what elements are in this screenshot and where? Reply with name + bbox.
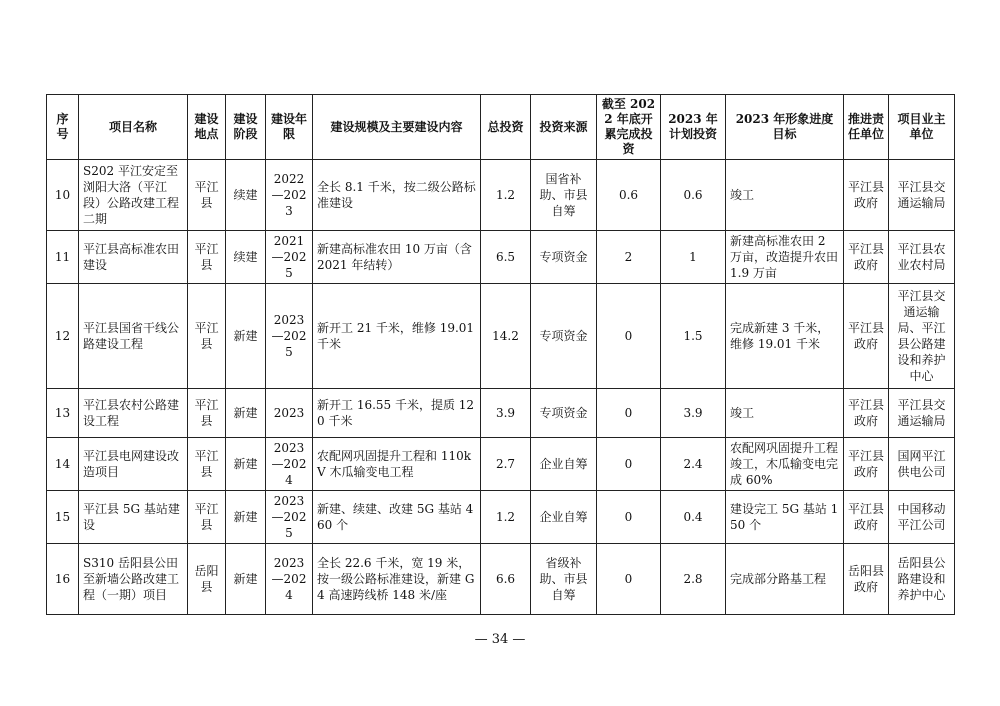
cell-resp: 平江县政府 [844, 231, 889, 284]
cell-plan2023: 0.6 [661, 160, 726, 231]
cell-total: 2.7 [481, 438, 531, 491]
cell-location: 岳阳县 [188, 544, 226, 615]
cell-total: 1.2 [481, 491, 531, 544]
cell-scope: 农配网巩固提升工程和 110kV 木瓜输变电工程 [313, 438, 481, 491]
cell-cum2022: 2 [597, 231, 661, 284]
cell-resp: 平江县政府 [844, 160, 889, 231]
cell-scope: 新建、续建、改建 5G 基站 460 个 [313, 491, 481, 544]
cell-scope: 新开工 21 千米，维修 19.01 千米 [313, 284, 481, 389]
cell-plan2023: 2.8 [661, 544, 726, 615]
cell-source: 企业自筹 [531, 491, 597, 544]
table-row [47, 491, 955, 544]
cell-period: 2023—2024 [266, 438, 313, 491]
cell-stage: 新建 [226, 544, 266, 615]
cell-scope: 全长 8.1 千米，按二级公路标准建设 [313, 160, 481, 231]
header-total: 总投资 [481, 95, 531, 160]
cell-goal2023: 竣工 [726, 389, 844, 438]
cell-stage: 新建 [226, 284, 266, 389]
header-owner: 项目业主单位 [889, 95, 955, 160]
cell-no: 16 [47, 544, 79, 615]
header-plan2023: 2023 年计划投资 [661, 95, 726, 160]
cell-goal2023: 农配网巩固提升工程竣工，木瓜输变电完成 60% [726, 438, 844, 491]
cell-cum2022: 0 [597, 544, 661, 615]
cell-cum2022: 0 [597, 438, 661, 491]
cell-owner: 平江县交通运输局 [889, 160, 955, 231]
cell-resp: 平江县政府 [844, 284, 889, 389]
cell-resp: 岳阳县政府 [844, 544, 889, 615]
table-header-row [47, 95, 955, 160]
cell-source: 专项资金 [531, 284, 597, 389]
cell-owner: 中国移动平江公司 [889, 491, 955, 544]
project-table [46, 94, 955, 615]
cell-cum2022: 0.6 [597, 160, 661, 231]
cell-total: 6.5 [481, 231, 531, 284]
table-row [47, 231, 955, 284]
cell-owner: 国网平江供电公司 [889, 438, 955, 491]
cell-plan2023: 1.5 [661, 284, 726, 389]
cell-cum2022: 0 [597, 389, 661, 438]
cell-plan2023: 1 [661, 231, 726, 284]
table-row [47, 544, 955, 615]
header-cum2022: 截至 2022 年底开累完成投资 [597, 95, 661, 160]
cell-period: 2023—2025 [266, 491, 313, 544]
cell-period: 2022—2023 [266, 160, 313, 231]
cell-total: 3.9 [481, 389, 531, 438]
cell-name: 平江县电网建设改造项目 [79, 438, 188, 491]
cell-stage: 续建 [226, 231, 266, 284]
cell-period: 2023 [266, 389, 313, 438]
cell-name: 平江县高标准农田建设 [79, 231, 188, 284]
header-period: 建设年限 [266, 95, 313, 160]
cell-no: 11 [47, 231, 79, 284]
cell-source: 专项资金 [531, 389, 597, 438]
cell-owner: 岳阳县公路建设和养护中心 [889, 544, 955, 615]
cell-goal2023: 建设完工 5G 基站 150 个 [726, 491, 844, 544]
cell-location: 平江县 [188, 389, 226, 438]
table-row [47, 284, 955, 389]
cell-plan2023: 0.4 [661, 491, 726, 544]
cell-source: 国省补助、市县自筹 [531, 160, 597, 231]
cell-location: 平江县 [188, 284, 226, 389]
cell-total: 1.2 [481, 160, 531, 231]
cell-goal2023: 完成部分路基工程 [726, 544, 844, 615]
cell-plan2023: 3.9 [661, 389, 726, 438]
cell-owner: 平江县交通运输局、平江县公路建设和养护中心 [889, 284, 955, 389]
table-row [47, 438, 955, 491]
cell-period: 2023—2025 [266, 284, 313, 389]
cell-no: 13 [47, 389, 79, 438]
cell-location: 平江县 [188, 491, 226, 544]
cell-stage: 新建 [226, 491, 266, 544]
cell-cum2022: 0 [597, 491, 661, 544]
cell-name: S202 平江安定至浏阳大洛（平江段）公路改建工程二期 [79, 160, 188, 231]
header-goal2023: 2023 年形象进度目标 [726, 95, 844, 160]
cell-period: 2023—2024 [266, 544, 313, 615]
table-row [47, 389, 955, 438]
table-row [47, 160, 955, 231]
cell-name: S310 岳阳县公田至新墙公路改建工程（一期）项目 [79, 544, 188, 615]
cell-name: 平江县国省干线公路建设工程 [79, 284, 188, 389]
cell-stage: 新建 [226, 438, 266, 491]
cell-no: 15 [47, 491, 79, 544]
cell-owner: 平江县农业农村局 [889, 231, 955, 284]
cell-goal2023: 新建高标准农田 2 万亩，改造提升农田 1.9 万亩 [726, 231, 844, 284]
cell-scope: 新开工 16.55 千米，提质 120 千米 [313, 389, 481, 438]
cell-scope: 全长 22.6 千米，宽 19 米，按一级公路标准建设，新建 G4 高速跨线桥 148 米/座 [313, 544, 481, 615]
cell-name: 平江县农村公路建设工程 [79, 389, 188, 438]
cell-no: 14 [47, 438, 79, 491]
header-resp: 推进责任单位 [844, 95, 889, 160]
cell-resp: 平江县政府 [844, 491, 889, 544]
cell-resp: 平江县政府 [844, 438, 889, 491]
header-location: 建设地点 [188, 95, 226, 160]
cell-period: 2021—2025 [266, 231, 313, 284]
cell-total: 14.2 [481, 284, 531, 389]
cell-no: 12 [47, 284, 79, 389]
cell-scope: 新建高标准农田 10 万亩（含 2021 年结转） [313, 231, 481, 284]
cell-name: 平江县 5G 基站建设 [79, 491, 188, 544]
cell-goal2023: 完成新建 3 千米，维修 19.01 千米 [726, 284, 844, 389]
cell-source: 省级补助、市县自筹 [531, 544, 597, 615]
cell-owner: 平江县交通运输局 [889, 389, 955, 438]
cell-location: 平江县 [188, 438, 226, 491]
cell-cum2022: 0 [597, 284, 661, 389]
header-source: 投资来源 [531, 95, 597, 160]
cell-source: 专项资金 [531, 231, 597, 284]
cell-no: 10 [47, 160, 79, 231]
header-name: 项目名称 [79, 95, 188, 160]
cell-resp: 平江县政府 [844, 389, 889, 438]
cell-plan2023: 2.4 [661, 438, 726, 491]
header-stage: 建设阶段 [226, 95, 266, 160]
cell-location: 平江县 [188, 160, 226, 231]
cell-goal2023: 竣工 [726, 160, 844, 231]
cell-total: 6.6 [481, 544, 531, 615]
cell-stage: 续建 [226, 160, 266, 231]
page-number: — 34 — [474, 632, 526, 647]
cell-stage: 新建 [226, 389, 266, 438]
cell-source: 企业自筹 [531, 438, 597, 491]
cell-location: 平江县 [188, 231, 226, 284]
header-no: 序号 [47, 95, 79, 160]
header-scope: 建设规模及主要建设内容 [313, 95, 481, 160]
